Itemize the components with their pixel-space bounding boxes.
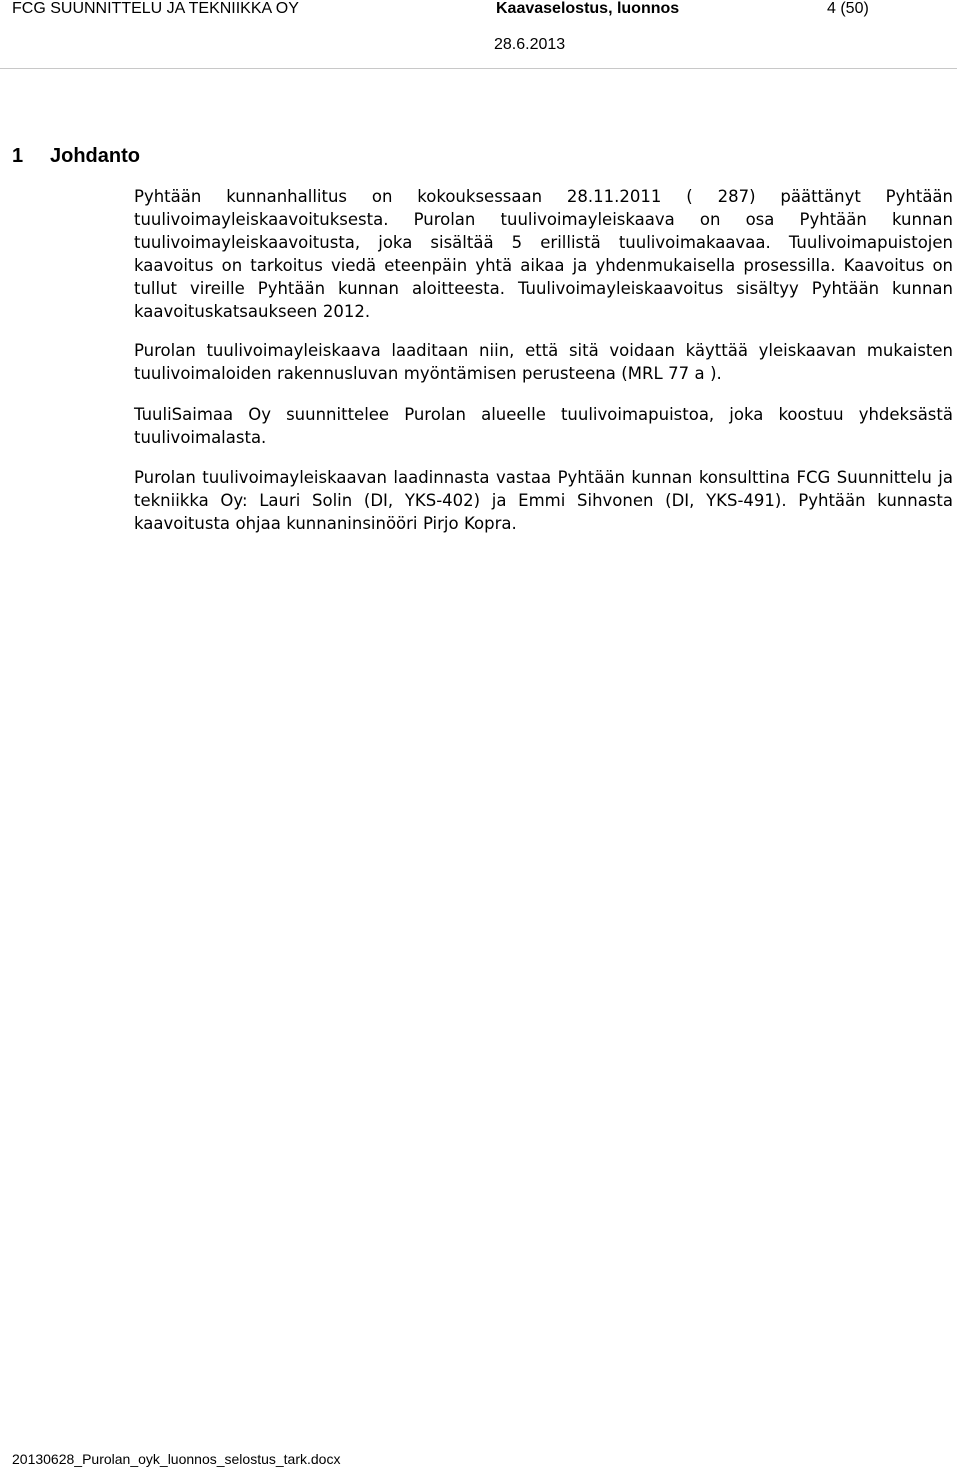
section-title: Johdanto	[50, 145, 140, 167]
paragraph-1: Pyhtään kunnanhallitus on kokouksessaan 28.11.2011 ( 287) päättänyt Pyhtään tuulivoimayleiskaavoituksesta. Purolan tuulivoimayleiskaava on osa Pyhtään kunnan tuulivoimayleiskaavoitusta, joka sisältää 5 erillistä tuulivoimakaavaa. Tuulivoimapuistojen kaavoitus on tarkoitus viedä eteenpäin yhtä aikaa ja yhdenmukaisella prosessilla. Kaavoitus on tullut vireille Pyhtään kunnan aloitteesta. Tuulivoimayleiskaavoitus sisältyy Pyhtään kunnan kaavoituskatsaukseen 2012.	[134, 187, 953, 321]
footer-filename: 20130628_Purolan_oyk_luonnos_selostus_tark.docx	[12, 1451, 341, 1467]
header-document-title: Kaavaselostus, luonnos	[496, 0, 680, 17]
paragraph-2: Purolan tuulivoimayleiskaava laaditaan niin, että sitä voidaan käyttää yleiskaavan mukaisten tuulivoimaloiden rakennusluvan myöntämisen perusteena (MRL 77 a ).	[134, 341, 953, 383]
header-company: FCG SUUNNITTELU JA TEKNIIKKA OY	[12, 0, 299, 17]
header-page-number: 4 (50)	[827, 0, 869, 17]
page-header	[0, 0, 960, 72]
section-heading	[12, 145, 140, 168]
paragraph-4: Purolan tuulivoimayleiskaavan laadinnasta vastaa Pyhtään kunnan konsulttina FCG Suunnittelu ja tekniikka Oy: Lauri Solin (DI, YKS-402) ja Emmi Sihvonen (DI, YKS-491). Pyhtään kunnasta kaavoitusta ohjaa kunnaninsinööri Pirjo Kopra.	[134, 468, 953, 533]
header-divider	[0, 68, 957, 69]
section-number: 1	[12, 145, 24, 167]
paragraph-3: TuuliSaimaa Oy suunnittelee Purolan alueelle tuulivoimapuistoa, joka koostuu yhdeksästä tuulivoimalasta.	[134, 405, 953, 447]
header-date: 28.6.2013	[494, 36, 566, 53]
